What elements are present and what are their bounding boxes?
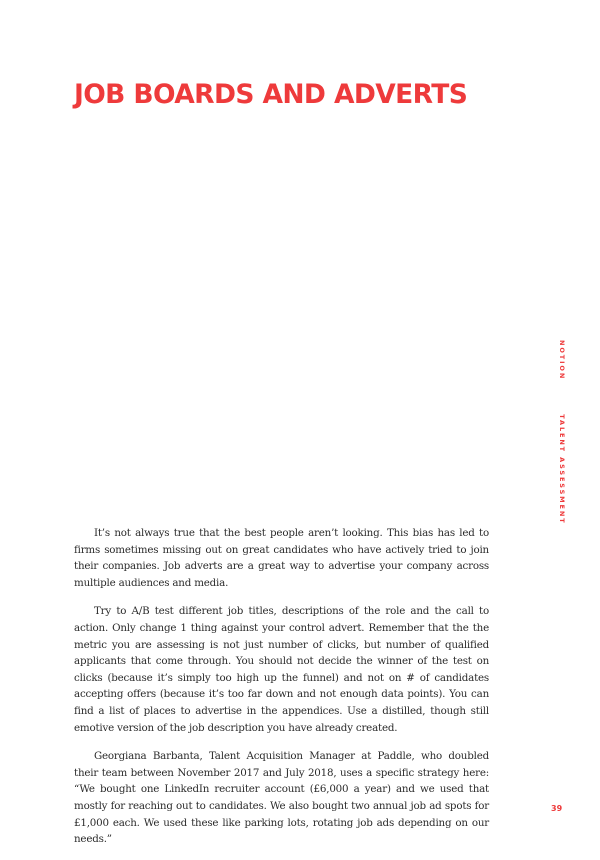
sidebar-section: TALENT ASSESSMENT <box>558 414 566 525</box>
body-text <box>74 525 489 860</box>
paragraph: It’s not always true that the best people aren’t looking. This bias has led to firms sometimes missing out on great candidates who have actively tried to join their companies. Job adverts are a great way to advertise your company across multiple audiences and media. <box>74 527 489 589</box>
page-number: 39 <box>551 804 563 813</box>
sidebar-brand: NOTION <box>558 340 566 381</box>
paragraph: Try to A/B test different job titles, descriptions of the role and the call to action. Only change 1 thing against your control advert. Remember that the the metric you are assessing is not just number of clicks, but number of qualified applicants that come through. You should not decide the winner of the test on clicks (because it’s simply too high up the funnel) and not on # of candidates accepting offers (because it’s too far down and not enough data points). You can find a list of places to advertise in the appendices. Use a distilled, though still emotive version of the job description you have already created. <box>74 605 489 734</box>
sidebar-label <box>558 340 566 525</box>
page-title: JOB BOARDS AND ADVERTS <box>74 79 468 110</box>
paragraph: Georgiana Barbanta, Talent Acquisition Manager at Paddle, who doubled their team between November 2017 and July 2018, uses a specific strategy here: “We bought one LinkedIn recruiter account (£6,000 a year) and we used that mostly for reaching out to candidates. We also bought two annual job ad spots for £1,000 each. We used these like parking lots, rotating job ads depending on our needs.” <box>74 750 489 846</box>
